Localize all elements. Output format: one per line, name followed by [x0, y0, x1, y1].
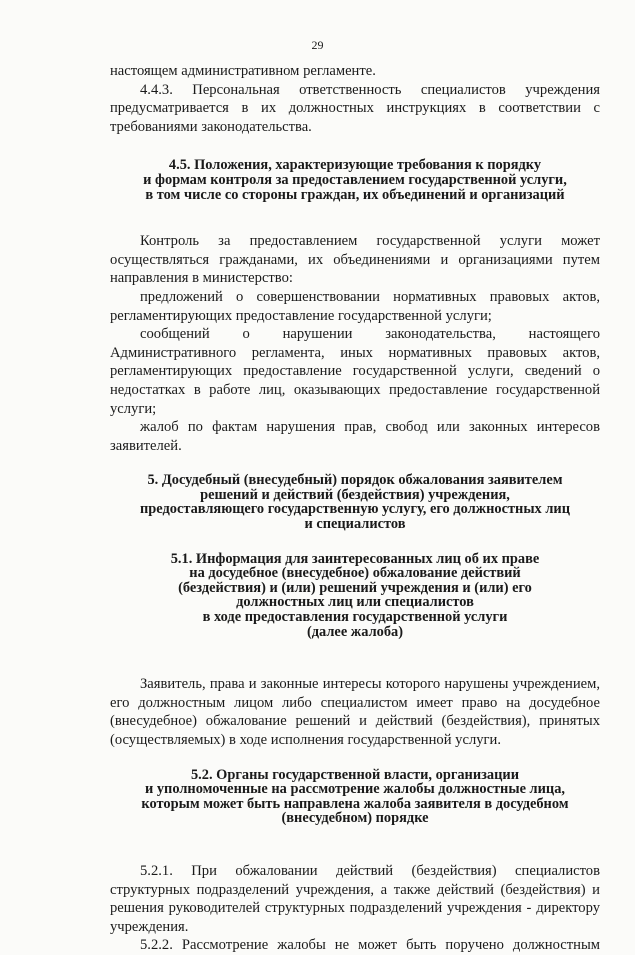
heading-line: 5. Досудебный (внесудебный) порядок обжалования заявителем — [147, 472, 563, 489]
paragraph-complaints: жалоб по фактам нарушения прав, свобод или законных интересов заявителей. — [110, 419, 600, 454]
paragraph-applicant-rights: Заявитель, права и законные интересы которого нарушены учреждением, его должностным лицом либо специалистом имеет право на досудебное (внесудебное) обжалование решений и действий (бездействия), принятых (осуществляемых) в ходе исполнения государственной услуги. — [110, 676, 600, 748]
paragraph-continuation: настоящем административном регламенте. — [110, 63, 376, 79]
paragraph-control: Контроль за предоставлением государственной услуги может осуществляться гражданами, их объединениями и организациями путем направления в министерство: — [110, 233, 600, 287]
page-number: 29 — [311, 38, 324, 52]
heading-line: (внесудебном) порядке — [281, 810, 429, 827]
paragraph-4-4-3: 4.4.3. Персональная ответственность специалистов учреждения предусматривается в их должностных инструкциях в соответствии с требованиями законодательства. — [110, 81, 600, 135]
document-body — [110, 62, 600, 955]
heading-line: на досудебное (внесудебное) обжалование действий — [189, 565, 521, 582]
heading-line: которым может быть направлена жалоба заявителя в досудебном — [141, 795, 569, 812]
heading-line: и уполномоченные на рассмотрение жалобы должностные лица, — [144, 781, 566, 798]
heading-line: (далее жалоба) — [306, 623, 404, 640]
heading-line: 4.5. Положения, характеризующие требования к порядку — [168, 157, 542, 174]
heading-line: решений и действий (бездействия) учреждения, — [200, 486, 510, 503]
heading-line: должностных лиц или специалистов — [236, 594, 474, 611]
heading-line: и специалистов — [304, 516, 406, 533]
heading-line: предоставляющего государственную услугу, его должностных лиц — [139, 501, 571, 518]
paragraph-5-2-1: 5.2.1. При обжаловании действий (бездействия) специалистов структурных подразделений учреждения, а также действий (бездействия) и решения руководителей структурных подразделений учреждения - директору учреждения. — [110, 862, 600, 935]
heading-5-2 — [110, 768, 600, 826]
heading-line: 5.1. Информация для заинтересованных лиц об их праве — [170, 550, 540, 567]
heading-line: 5.2. Органы государственной власти, организации — [190, 766, 519, 783]
heading-line: в ходе предоставления государственной услуги — [202, 609, 508, 626]
heading-line: и формам контроля за предоставлением государственной услуги, — [143, 171, 567, 188]
paragraph-proposals: предложений о совершенствовании нормативных правовых актов, регламентирующих предоставление государственной услуги; — [110, 288, 600, 324]
heading-5-1 — [110, 552, 600, 640]
heading-line: (бездействия) и (или) решений учреждения и (или) его — [178, 579, 532, 596]
heading-5 — [110, 473, 600, 531]
heading-line: в том числе со стороны граждан, их объединений и организаций — [145, 186, 565, 203]
heading-4-5 — [110, 158, 600, 202]
paragraph-5-2-2: 5.2.2. Рассмотрение жалобы не может быть поручено должностным — [140, 937, 600, 954]
paragraph-reports: сообщений о нарушении законодательства, настоящего Административного регламента, иных нормативных правовых актов, регламентирующих предоставление государственной услуги, сведений о недостатках в работе лиц, оказывающих предоставление государственной услуги; — [110, 326, 600, 417]
